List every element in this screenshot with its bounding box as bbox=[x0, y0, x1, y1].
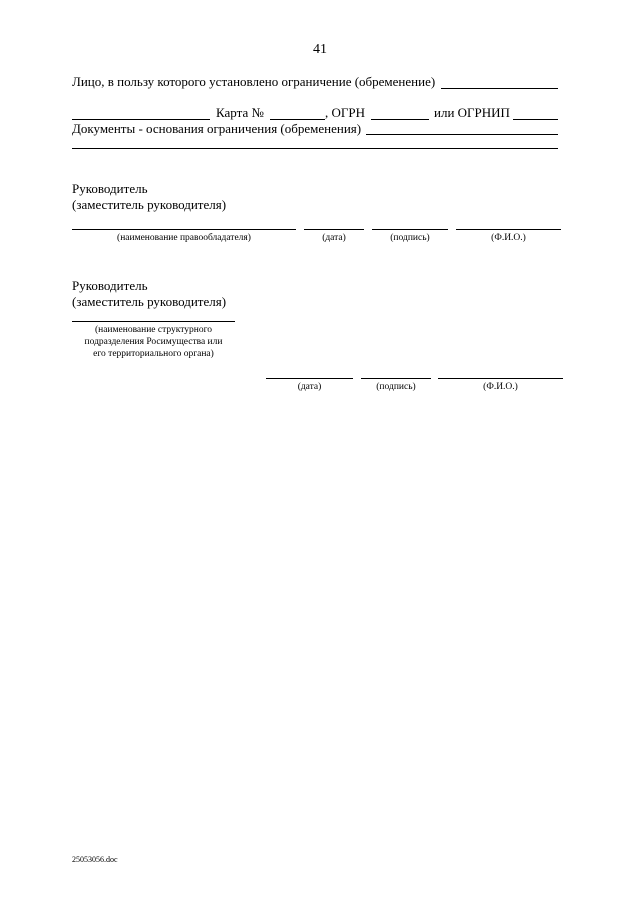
rosim-fio-line[interactable] bbox=[438, 378, 563, 379]
rosim-name-line[interactable] bbox=[72, 321, 235, 322]
basis-documents-label: Документы - основания ограничения (обременения) bbox=[72, 121, 362, 136]
right-holder-date-line[interactable] bbox=[304, 229, 364, 230]
right-holder-fio-caption: (Ф.И.О.) bbox=[491, 233, 526, 243]
beneficiary-field-line[interactable] bbox=[441, 88, 558, 89]
right-holder-signature-caption: (подпись) bbox=[390, 233, 430, 243]
basis-documents-continuation-line[interactable] bbox=[72, 148, 558, 149]
right-holder-signature-line[interactable] bbox=[372, 229, 448, 230]
beneficiary-label: Лицо, в пользу которого установлено ограничение (обременение) bbox=[72, 74, 436, 89]
rosim-signature-caption: (подпись) bbox=[376, 382, 416, 392]
right-holder-date-caption: (дата) bbox=[322, 233, 346, 243]
rosim-date-caption: (дата) bbox=[297, 382, 322, 392]
right-holder-name-line[interactable] bbox=[72, 229, 296, 230]
rosim-head-title: Руководитель bbox=[72, 278, 148, 293]
page-number: 41 bbox=[313, 42, 327, 57]
rosim-signature-line[interactable] bbox=[361, 378, 431, 379]
ogrn-label: , ОГРН bbox=[325, 105, 366, 120]
ogrnip-label: или ОГРНИП bbox=[434, 105, 510, 120]
ogrnip-field-line[interactable] bbox=[513, 119, 558, 120]
rosim-name-caption-line3: его территориального органа) bbox=[93, 349, 214, 359]
basis-documents-field-line[interactable] bbox=[366, 134, 558, 135]
ogrn-field-line[interactable] bbox=[371, 119, 429, 120]
right-holder-fio-line[interactable] bbox=[456, 229, 561, 230]
rosim-fio-caption: (Ф.И.О.) bbox=[483, 382, 518, 392]
beneficiary-name-continuation-line[interactable] bbox=[72, 119, 210, 120]
right-holder-name-caption: (наименование правообладателя) bbox=[117, 233, 251, 243]
right-holder-head-title: Руководитель bbox=[72, 181, 148, 196]
rosim-name-caption-line1: (наименование структурного bbox=[94, 325, 213, 335]
footer-filename: 25053056.doc bbox=[72, 855, 118, 864]
rosim-name-caption-line2: подразделения Росимущества или bbox=[84, 337, 223, 347]
right-holder-head-subtitle: (заместитель руководителя) bbox=[72, 197, 227, 212]
rosim-date-line[interactable] bbox=[266, 378, 353, 379]
rosim-head-subtitle: (заместитель руководителя) bbox=[72, 294, 227, 309]
card-number-label: Карта № bbox=[216, 105, 264, 120]
card-number-field-line[interactable] bbox=[270, 119, 325, 120]
